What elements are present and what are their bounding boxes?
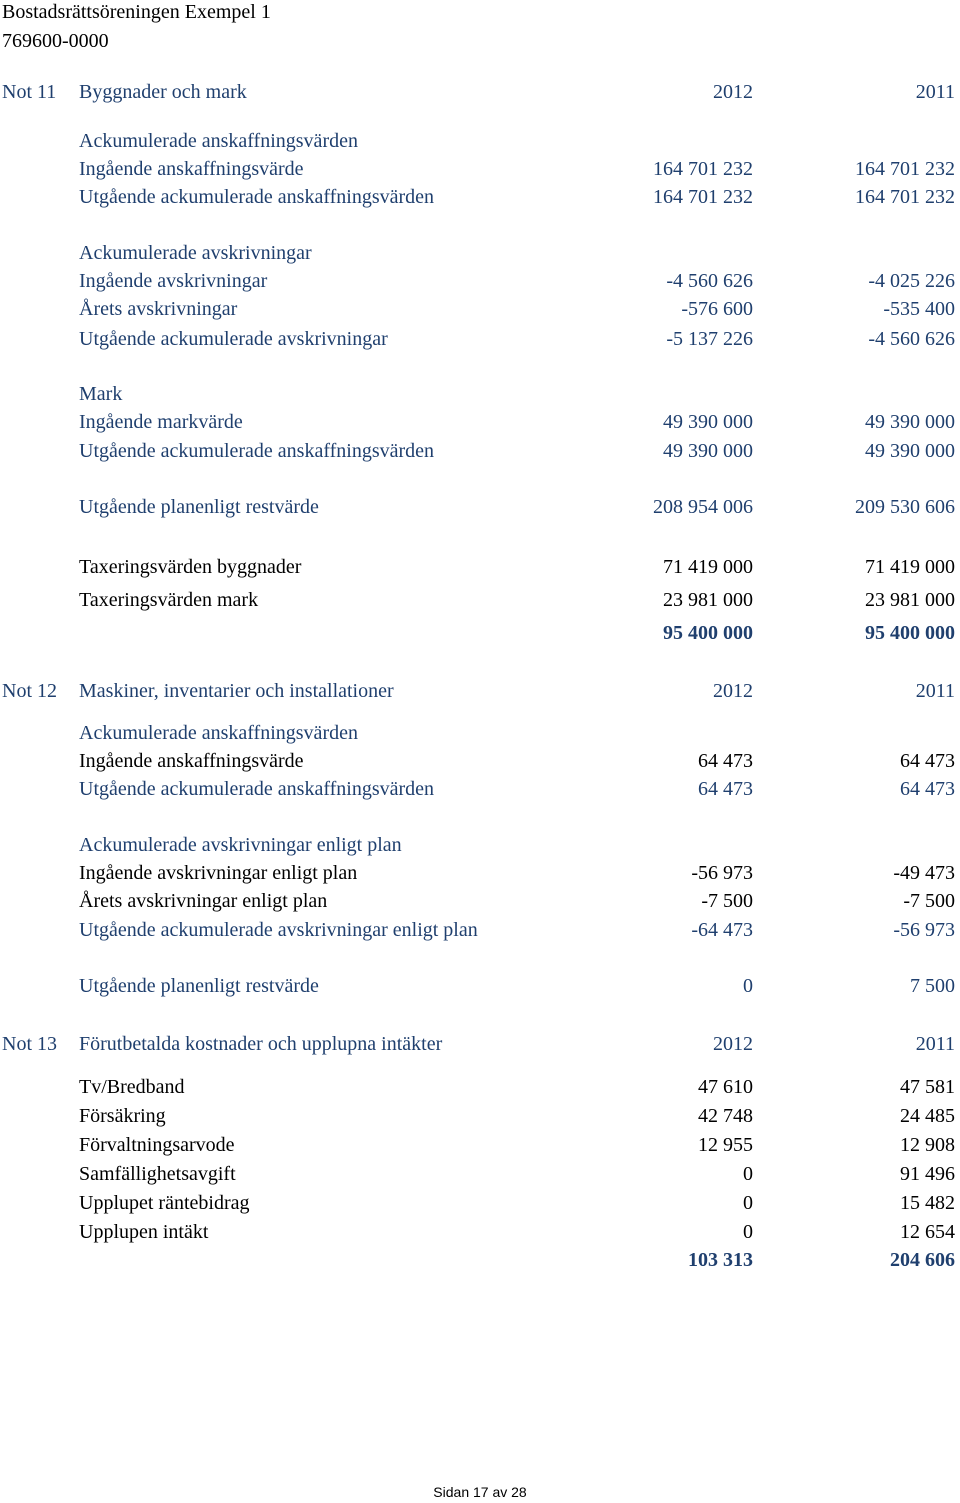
total-row xyxy=(0,972,960,1000)
row-label: Utgående ackumulerade anskaffningsvärden xyxy=(79,186,435,208)
row-label: Förvaltningsarvode xyxy=(79,1134,235,1156)
note-13-heading xyxy=(0,1030,960,1058)
row-label: Ackumulerade avskrivningar enligt plan xyxy=(79,834,402,856)
value-2011: -535 400 xyxy=(883,298,955,320)
section-heading xyxy=(0,380,960,408)
table-row xyxy=(0,1218,960,1246)
value-2012: 0 xyxy=(743,1221,753,1243)
table-row xyxy=(0,1189,960,1217)
row-label: Ingående anskaffningsvärde xyxy=(79,750,304,772)
value-2012: 95 400 000 xyxy=(663,622,753,644)
table-row xyxy=(0,887,960,915)
value-2012: 49 390 000 xyxy=(663,440,753,462)
table-row xyxy=(0,586,960,614)
value-2011: 7 500 xyxy=(910,975,955,997)
note-number: Not 13 xyxy=(2,1033,57,1055)
section-heading xyxy=(0,719,960,747)
row-label: Utgående planenligt restvärde xyxy=(79,975,319,997)
total-row xyxy=(0,1246,960,1274)
table-row xyxy=(0,553,960,581)
value-2011: 91 496 xyxy=(900,1163,955,1185)
value-2012: 23 981 000 xyxy=(663,589,753,611)
subtotal-row xyxy=(0,916,960,944)
row-label: Taxeringsvärden byggnader xyxy=(79,556,302,578)
row-label: Ingående avskrivningar xyxy=(79,270,268,292)
value-2011: 164 701 232 xyxy=(855,186,955,208)
column-year-previous: 2011 xyxy=(915,81,955,103)
value-2011: 12 654 xyxy=(900,1221,955,1243)
row-label: Tv/Bredband xyxy=(79,1076,185,1098)
row-label: Utgående ackumulerade avskrivningar enligt plan xyxy=(79,919,478,941)
organization-name: Bostadsrättsöreningen Exempel 1 xyxy=(2,1,271,23)
value-2011: 164 701 232 xyxy=(855,158,955,180)
column-year-current: 2012 xyxy=(713,81,753,103)
value-2011: -49 473 xyxy=(893,862,955,884)
note-12-heading xyxy=(0,677,960,705)
row-label: Ingående anskaffningsvärde xyxy=(79,158,304,180)
value-2012: -5 137 226 xyxy=(666,328,753,350)
row-label: Utgående ackumulerade anskaffningsvärden xyxy=(79,778,435,800)
row-label: Årets avskrivningar enligt plan xyxy=(79,890,328,912)
subtotal-row xyxy=(0,437,960,465)
value-2012: -7 500 xyxy=(701,890,753,912)
value-2011: 204 606 xyxy=(890,1249,955,1271)
value-2011: 23 981 000 xyxy=(865,589,955,611)
value-2012: 12 955 xyxy=(698,1134,753,1156)
row-label: Upplupet räntebidrag xyxy=(79,1192,250,1214)
column-year-current: 2012 xyxy=(713,1033,753,1055)
row-label: Ackumulerade anskaffningsvärden xyxy=(79,130,358,152)
note-number: Not 12 xyxy=(2,680,57,702)
value-2011: -4 560 626 xyxy=(868,328,955,350)
table-row xyxy=(0,295,960,323)
value-2011: 24 485 xyxy=(900,1105,955,1127)
row-label: Mark xyxy=(79,383,123,405)
value-2012: -64 473 xyxy=(691,919,753,941)
value-2012: 0 xyxy=(743,1163,753,1185)
note-title: Maskiner, inventarier och installationer xyxy=(79,680,394,702)
row-label: Ackumulerade avskrivningar xyxy=(79,242,312,264)
row-label: Ingående avskrivningar enligt plan xyxy=(79,862,358,884)
value-2012: 164 701 232 xyxy=(653,186,753,208)
column-year-previous: 2011 xyxy=(915,680,955,702)
value-2011: 49 390 000 xyxy=(865,411,955,433)
note-11-heading xyxy=(0,78,960,106)
value-2011: -4 025 226 xyxy=(868,270,955,292)
table-row xyxy=(0,1102,960,1130)
value-2011: 209 530 606 xyxy=(855,496,955,518)
table-row xyxy=(0,155,960,183)
value-2012: -4 560 626 xyxy=(666,270,753,292)
value-2011: -56 973 xyxy=(893,919,955,941)
value-2011: 64 473 xyxy=(900,778,955,800)
table-row xyxy=(0,747,960,775)
table-row xyxy=(0,859,960,887)
value-2012: -576 600 xyxy=(681,298,753,320)
total-row xyxy=(0,493,960,521)
note-title: Byggnader och mark xyxy=(79,81,247,103)
table-row xyxy=(0,1160,960,1188)
value-2012: 49 390 000 xyxy=(663,411,753,433)
row-label: Utgående ackumulerade anskaffningsvärden xyxy=(79,440,435,462)
table-row xyxy=(0,408,960,436)
value-2012: 164 701 232 xyxy=(653,158,753,180)
value-2012: 0 xyxy=(743,975,753,997)
column-year-current: 2012 xyxy=(713,680,753,702)
value-2012: 71 419 000 xyxy=(663,556,753,578)
subtotal-row xyxy=(0,775,960,803)
value-2012: -56 973 xyxy=(691,862,753,884)
row-label: Årets avskrivningar xyxy=(79,298,238,320)
value-2011: 64 473 xyxy=(900,750,955,772)
row-label: Ackumulerade anskaffningsvärden xyxy=(79,722,358,744)
value-2012: 64 473 xyxy=(698,750,753,772)
value-2011: -7 500 xyxy=(903,890,955,912)
column-year-previous: 2011 xyxy=(915,1033,955,1055)
value-2011: 71 419 000 xyxy=(865,556,955,578)
subtotal-row xyxy=(0,325,960,353)
value-2012: 64 473 xyxy=(698,778,753,800)
section-heading xyxy=(0,831,960,859)
value-2011: 49 390 000 xyxy=(865,440,955,462)
note-number: Not 11 xyxy=(2,81,57,103)
value-2011: 47 581 xyxy=(900,1076,955,1098)
table-row xyxy=(0,1131,960,1159)
page-number: Sidan 17 av 28 xyxy=(433,1484,527,1500)
section-heading xyxy=(0,239,960,267)
table-row xyxy=(0,267,960,295)
value-2012: 47 610 xyxy=(698,1076,753,1098)
value-2012: 103 313 xyxy=(688,1249,753,1271)
row-label: Utgående ackumulerade avskrivningar xyxy=(79,328,388,350)
row-label: Ingående markvärde xyxy=(79,411,243,433)
value-2012: 42 748 xyxy=(698,1105,753,1127)
value-2011: 12 908 xyxy=(900,1134,955,1156)
table-row xyxy=(0,1073,960,1101)
organization-number: 769600-0000 xyxy=(2,30,109,52)
row-label: Utgående planenligt restvärde xyxy=(79,496,319,518)
total-row xyxy=(0,619,960,647)
value-2012: 208 954 006 xyxy=(653,496,753,518)
row-label: Samfällighetsavgift xyxy=(79,1163,236,1185)
row-label: Taxeringsvärden mark xyxy=(79,589,259,611)
row-label: Upplupen intäkt xyxy=(79,1221,209,1243)
section-heading xyxy=(0,127,960,155)
row-label: Försäkring xyxy=(79,1105,166,1127)
note-title: Förutbetalda kostnader och upplupna intäkter xyxy=(79,1033,443,1055)
subtotal-row xyxy=(0,183,960,211)
value-2011: 15 482 xyxy=(900,1192,955,1214)
value-2012: 0 xyxy=(743,1192,753,1214)
value-2011: 95 400 000 xyxy=(865,622,955,644)
